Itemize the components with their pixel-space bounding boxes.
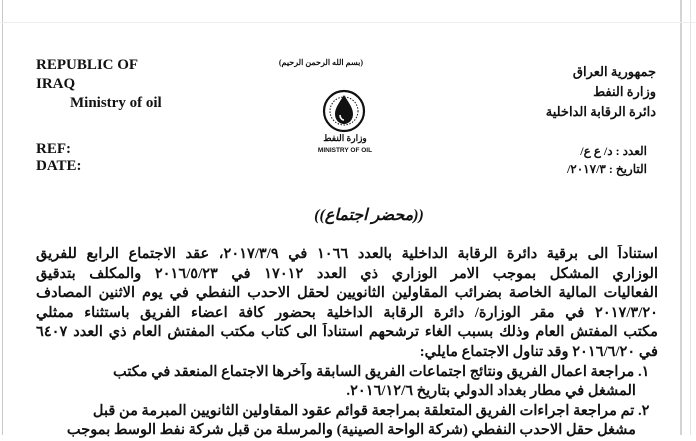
english-letterhead — [36, 56, 162, 113]
english-ministry: Ministry of oil — [70, 95, 162, 111]
arabic-letterhead — [546, 62, 656, 122]
paragraph-last-line: في ٢٠١٦/٦/٢٠ وقد تناول الاجتماع مايلي: — [419, 343, 658, 360]
logo-caption-arabic: وزارة النفط — [323, 133, 367, 143]
document-title: ((محضر اجتماع)) — [314, 207, 424, 224]
list-item-number: ١. — [638, 363, 650, 380]
list-item — [36, 402, 658, 422]
date-label: DATE: — [36, 158, 82, 174]
ref-label: REF: — [36, 141, 71, 157]
document-body — [36, 245, 658, 441]
arabic-ministry: وزارة النفط — [593, 84, 656, 99]
paragraph-line: استناداً الى برقية دائرة الرقابة الداخلية بالعدد ١٠٦٦ في ٢٠١٧/٣/٩، عقد الاجتماع الرابع للفريق — [36, 246, 658, 262]
english-country: IRAQ — [36, 76, 76, 92]
paragraph-line: الوزاري المشكل بموجب الامر الوزاري ذي العدد ١٧٠١٢ في ٢٠١٦/٥/٢٣ والمكلف بتدقيق — [36, 265, 658, 282]
arabic-number-label: العدد : د/ ع ع/ — [580, 144, 647, 158]
paragraph-line: الفعاليات المالية الخاصة بضرائب المقاولين الثانويين لحقل الاحدب النفطي في يوم الاثنين المصادف — [36, 285, 658, 302]
list-item-text: تم مراجعة اجراءات الفريق المتعلقة بمراجعة قوائم عقود المقاولين الثانويين المبرمة من قبل — [92, 402, 635, 419]
basmala: (بسم الله الرحمن الرحيم) — [278, 58, 363, 67]
list-item-text: مراجعة اعمال الفريق ونتائج اجتماعات الفريق السابقة وآخرها الاجتماع المنعقد في مكتب — [112, 363, 635, 380]
english-republic: REPUBLIC OF — [36, 57, 139, 73]
paragraph-line: مكتب المفتش العام وذلك بسبب الغاء ترشحهم استناداً الى كتاب مكتب المفتش العام ذي العدد ٦٤٠٧ — [36, 324, 658, 341]
logo-caption-english: MINISTRY OF OIL — [317, 147, 373, 154]
ministry-oil-drop-logo-icon — [320, 86, 368, 134]
list-item-continuation: المشغل في مطار بغداد الدولي بتاريخ ٢٠١٦/١٢/٦. — [346, 383, 636, 400]
english-reference-fields — [36, 141, 82, 175]
arabic-reference-fields — [567, 142, 647, 178]
paragraph-line: ٢٠١٧/٣/٢٠ في مقر الوزارة/ دائرة الرقابة الداخلية بحضور كافة اعضاء الفريق باستثناء ممثلي — [36, 304, 658, 321]
arabic-department: دائرة الرقابة الداخلية — [545, 104, 656, 119]
scan-border-right-outer — [690, 0, 691, 435]
arabic-republic: جمهورية العراق — [572, 64, 656, 79]
scan-border-left — [2, 0, 3, 435]
list-item-number: ٢. — [638, 402, 650, 419]
list-item — [36, 363, 658, 383]
arabic-date-label: التاريخ : ٢٠١٧/٣/ — [566, 162, 647, 176]
scan-border-top — [0, 22, 696, 23]
list-item-continuation: مشغل حقل الاحدب النفطي (شركة الواحة الصينية) والمرسلة من قبل شركة نفط الوسط بموجب — [66, 422, 636, 439]
scan-border-right — [680, 0, 682, 435]
